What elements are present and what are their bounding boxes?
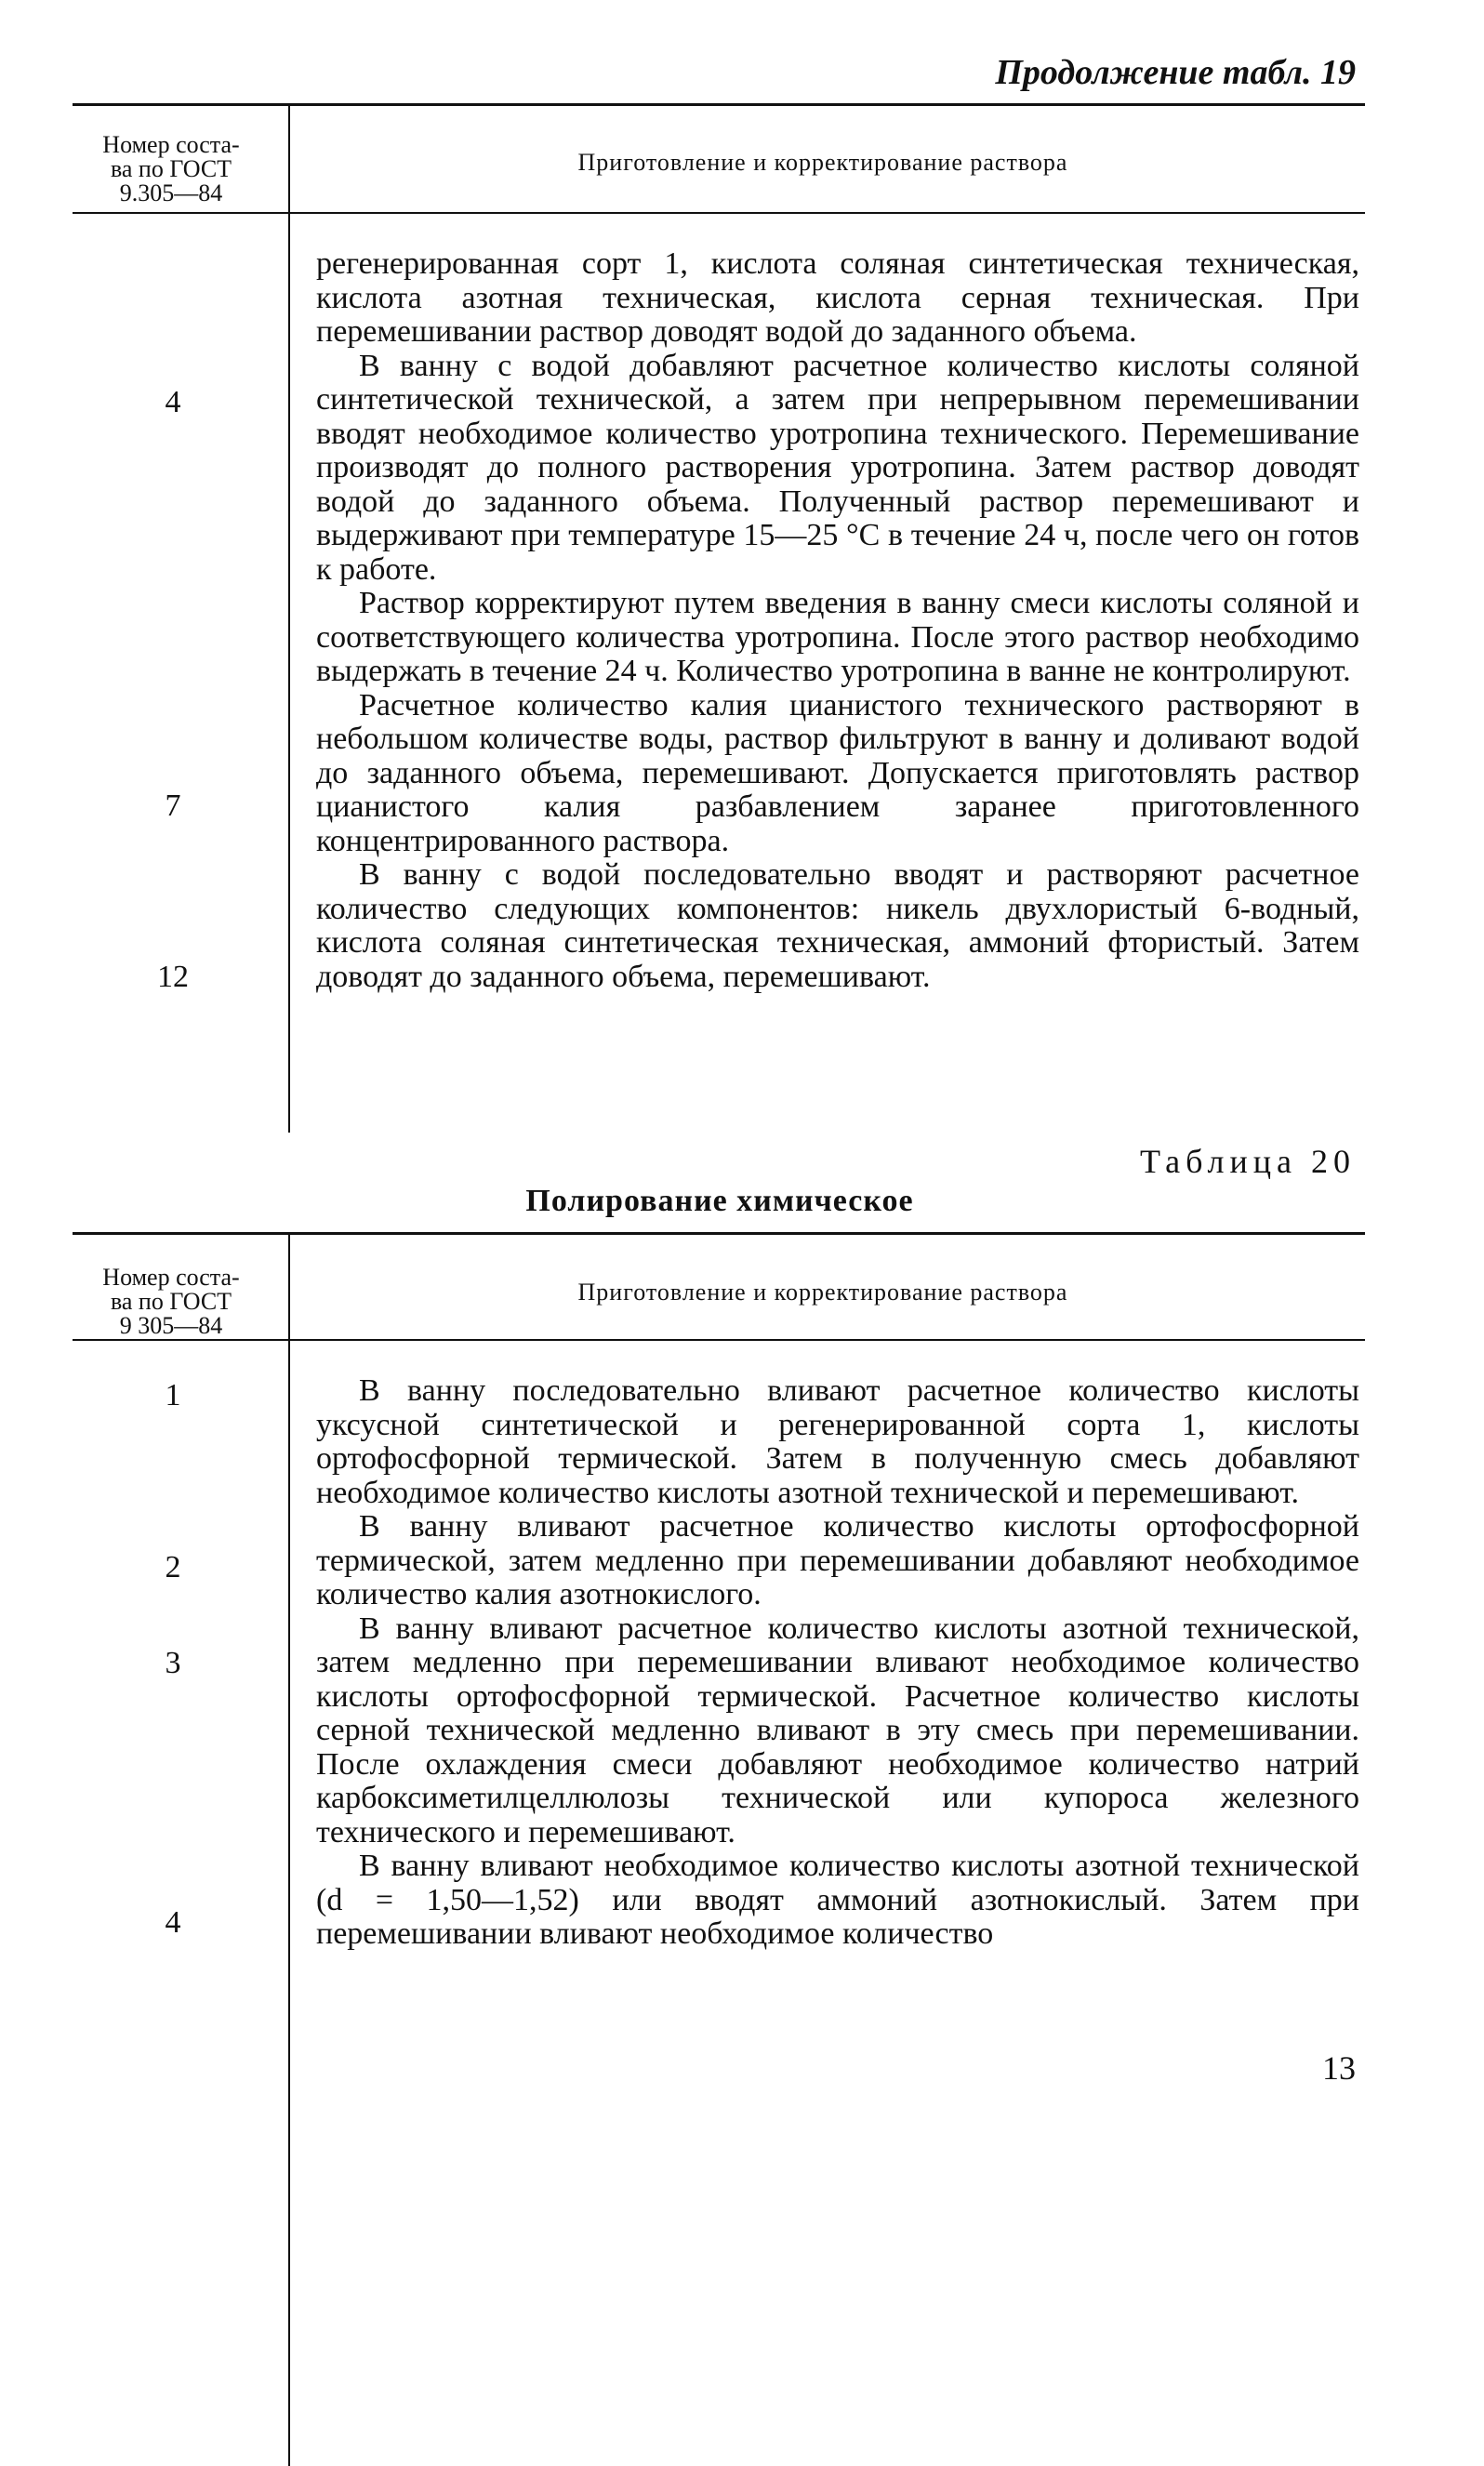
- header-number-line: Номер соста-: [102, 1264, 240, 1291]
- table20-header-number: [78, 1266, 264, 1338]
- table19-row-number: 12: [157, 960, 189, 994]
- table20-body: [316, 1374, 1359, 1952]
- table19-body: [316, 247, 1359, 994]
- header-number-line: ва по ГОСТ: [110, 155, 232, 182]
- table20-caption: Полирование химическое: [525, 1184, 914, 1218]
- table19-paragraph: В ванну с водой последовательно вводят и растворяют расчетное количество следующих компонентов: никель двухлористый 6-водный, кислота соляная синтетическая техническая, аммоний фтористый. Затем доводят до заданного объема, перемешивают.: [316, 857, 1359, 994]
- table19-paragraph: В ванну с водой добавляют расчетное количество кислоты соляной синтетической технической, а затем при непрерывном перемешивании вводят необходимое количество уротропина технического. Перемешивание производят до полного растворения уротропина. Затем раствор доводят водой до заданного объема. Полученный раствор перемешивают и выдерживают при температуре 15—25 °С в течение 24 ч, после чего он готов к работе.: [316, 348, 1359, 587]
- header-number-line: Номер соста-: [102, 131, 240, 158]
- table20-header-rule: [73, 1339, 1365, 1341]
- table20-row-number: 1: [165, 1378, 181, 1412]
- table19-top-rule: [73, 103, 1365, 106]
- table19-header-number: [78, 133, 264, 206]
- table20-paragraph: В ванну вливают необходимое количество кислоты азотной технической (d = 1,50—1,52) или вводят аммоний азотнокислый. Затем при перемешивании вливают необходимое количество: [316, 1849, 1359, 1951]
- table20-column-divider: [288, 1234, 290, 2466]
- table19-row-number: 4: [165, 385, 181, 419]
- table19-row-number: 7: [165, 789, 181, 823]
- header-number-line: ва по ГОСТ: [110, 1288, 232, 1315]
- table19-paragraph: Раствор корректируют путем введения в ванну смеси кислоты соляной и соответствующего количества уротропина. После этого раствор необходимо выдержать в течение 24 ч. Количество уротропина в ванне не контролируют.: [316, 586, 1359, 688]
- table20-paragraph: В ванну вливают расчетное количество кислоты ортофосфорной термической, затем медленно при перемешивании добавляют необходимое количество калия азотнокислого.: [316, 1509, 1359, 1611]
- table19-paragraph: Расчетное количество калия цианистого технического растворяют в небольшом количестве воды, раствор фильтруют в ванну и доливают водой до заданного объема, перемешивают. Допускается приготовлять раствор цианистого калия разбавлением заранее приготовленного концентрированного раствора.: [316, 687, 1359, 858]
- table20-row-number: 4: [165, 1905, 181, 1940]
- table19-header-rule: [73, 212, 1365, 214]
- table20-header-title: Приготовление и корректирование раствора: [577, 1279, 1068, 1306]
- table20-top-rule: [73, 1232, 1365, 1235]
- table20-label: Таблица 20: [1140, 1143, 1356, 1180]
- page-number: 13: [1322, 2049, 1356, 2087]
- table20-paragraph: В ванну последовательно вливают расчетное количество кислоты уксусной синтетической и регенерированной сорта 1, кислоты ортофосфорной термической. Затем в полученную смесь добавляют необходимое количество кислоты азотной технической и перемешивают.: [316, 1373, 1359, 1510]
- running-head: Продолжение табл. 19: [995, 53, 1356, 92]
- header-number-line: 9 305—84: [119, 1312, 223, 1339]
- table20-paragraph: В ванну вливают расчетное количество кислоты азотной технической, затем медленно при перемешивании вливают необходимое количество кислоты ортофосфорной термической. Расчетное количество кислоты серной технической медленно вливают в эту смесь при перемешивании. После охлаждения смеси добавляют необходимое количество натрий карбоксиметилцеллюлозы технической или купороса железного технического и перемешивают.: [316, 1611, 1359, 1850]
- table20-row-number: 2: [165, 1550, 181, 1584]
- table20-row-number: 3: [165, 1646, 181, 1680]
- header-number-line: 9.305—84: [119, 179, 223, 206]
- table19-paragraph: регенерированная сорт 1, кислота соляная синтетическая техническая, кислота азотная техническая, кислота серная техническая. При перемешивании раствор доводят водой до заданного объема.: [316, 246, 1359, 349]
- table19-header-title: Приготовление и корректирование раствора: [577, 149, 1068, 176]
- table19-column-divider: [288, 105, 290, 1133]
